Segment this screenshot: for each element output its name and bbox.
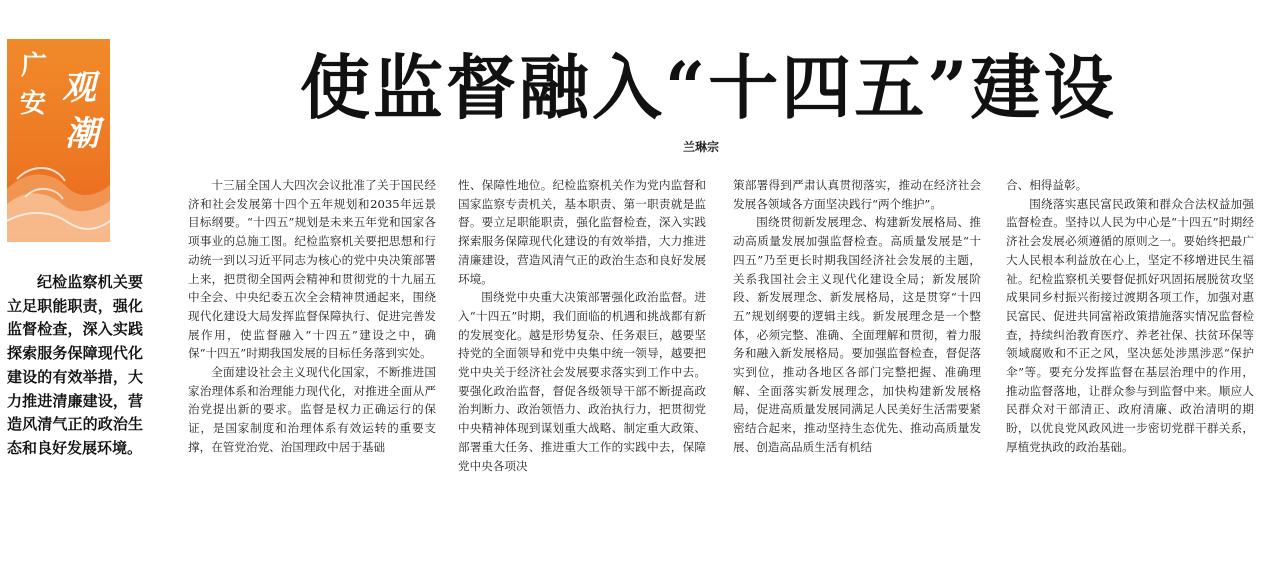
badge-char: 观 <box>62 68 96 108</box>
wave-icon <box>7 149 110 242</box>
badge-char: 潮 <box>65 114 99 154</box>
article-column <box>1006 176 1254 548</box>
article-paragraph: 围绕落实惠民富民政策和群众合法权益加强监督检查。坚持以人民为中心是“十四五”时期经济社会发展必须遵循的原则之一。要始终把最广大人民根本利益放在心上，坚定不移增进民生福祉。纪检监察机关要督促抓好巩固拓展脱贫攻坚成果同乡村振兴衔接过渡期各项工作，加强对惠民富民、促进共同富裕政策措施落实情况监督检查，持续纠治教育医疗、养老社保、扶贫环保等领域腐败和不正之风，坚决惩处涉黑涉恶“保护伞”等。要充分发挥监督在基层治理中的作用，推动监督落地，让群众参与到监督中来。顺应人民群众对干部清正、政府清廉、政治清明的期盼，以优良党风政风进一步密切党群干群关系，厚植党执政的政治基础。 <box>1006 196 1254 454</box>
article-column <box>458 176 706 548</box>
article-paragraph: 策部署得到严肃认真贯彻落实，推动在经济社会发展各领域各方面坚决践行“两个维护”。 <box>733 178 981 211</box>
article-paragraph: 十三届全国人大四次会议批准了关于国民经济和社会发展第十四个五年规划和2035年远景目标纲要。“十四五”规划是未来五年党和国家各项事业的总施工图。纪检监察机关要把思想和行动统一到以习近平同志为核心的党中央决策部署上来，把贯彻全国两会精神和贯彻党的十九届五中全会、中央纪委五次全会精神贯通起来，围绕现代化建设大局发挥监督保障执行、促进完善发展作用，使监督融入“十四五”建设之中，确保“十四五”时期我国发展的目标任务落到实处。 <box>188 178 436 361</box>
article-paragraph: 围绕党中央重大决策部署强化政治监督。进入“十四五”时期，我们面临的机遇和挑战都有新的发展变化。越是形势复杂、任务艰巨，越要坚持党的全面领导和党中央集中统一领导，越要把党中央关于经济社会发展要求落实到工作中去。要强化政治监督，督促各级领导干部不断提高政治判断力、政治领悟力、政治执行力，把贯彻党中央精神体现到谋划重大战略、制定重大政策、部署重大任务、推进重大工作的实践中去，保障党中央各项决 <box>458 290 706 473</box>
article-column <box>733 176 981 548</box>
headline: 使监督融入“十四五”建设 <box>300 46 1117 129</box>
article-column <box>188 176 436 548</box>
article-paragraph: 性、保障性地位。纪检监察机关作为党内监督和国家监察专责机关，基本职责、第一职责就是监督。要立足职能职责，强化监督检查，深入实践探索服务保障现代化建设的有效举措，大力推进清廉建设，营造风清气正的政治生态和良好发展环境。 <box>458 178 706 286</box>
article-paragraph: 全面建设社会主义现代化国家，不断推进国家治理体系和治理能力现代化，对推进全面从严治党提出新的要求。监督是权力正确运行的保证，是国家制度和治理体系有效运转的重要支撑，在管党治党、治国理政中居于基础 <box>188 365 436 454</box>
lead-summary: 纪检监察机关要立足职能职责，强化监督检查，深入实践探索服务保障现代化建设的有效举措，大力推进清廉建设，营造风清气正的政治生态和良好发展环境。 <box>7 273 143 457</box>
badge-char: 广 <box>21 51 48 81</box>
column-badge <box>7 39 110 242</box>
badge-char: 安 <box>20 89 47 119</box>
author-byline: 兰琳宗 <box>683 140 720 154</box>
article-paragraph: 合、相得益彰。 <box>1006 178 1088 192</box>
article-paragraph: 围绕贯彻新发展理念、构建新发展格局、推动高质量发展加强监督检查。高质量发展是“十四五”乃至更长时期我国经济社会发展的主题，关系我国社会主义现代化建设全局；新发展阶段、新发展理念、新发展格局，这是贯穿“十四五”规划纲要的逻辑主线。新发展理念是一个整体，必须完整、准确、全面理解和贯彻，着力服务和融入新发展格局。要加强监督检查，督促落实到位，推动各地区各部门完整把握、准确理解、全面落实新发展理念，加快构建新发展格局，促进高质量发展同满足人民美好生活需要紧密结合起来，推动坚持生态优先、推动高质量发展、创造高品质生活有机结 <box>733 215 981 454</box>
